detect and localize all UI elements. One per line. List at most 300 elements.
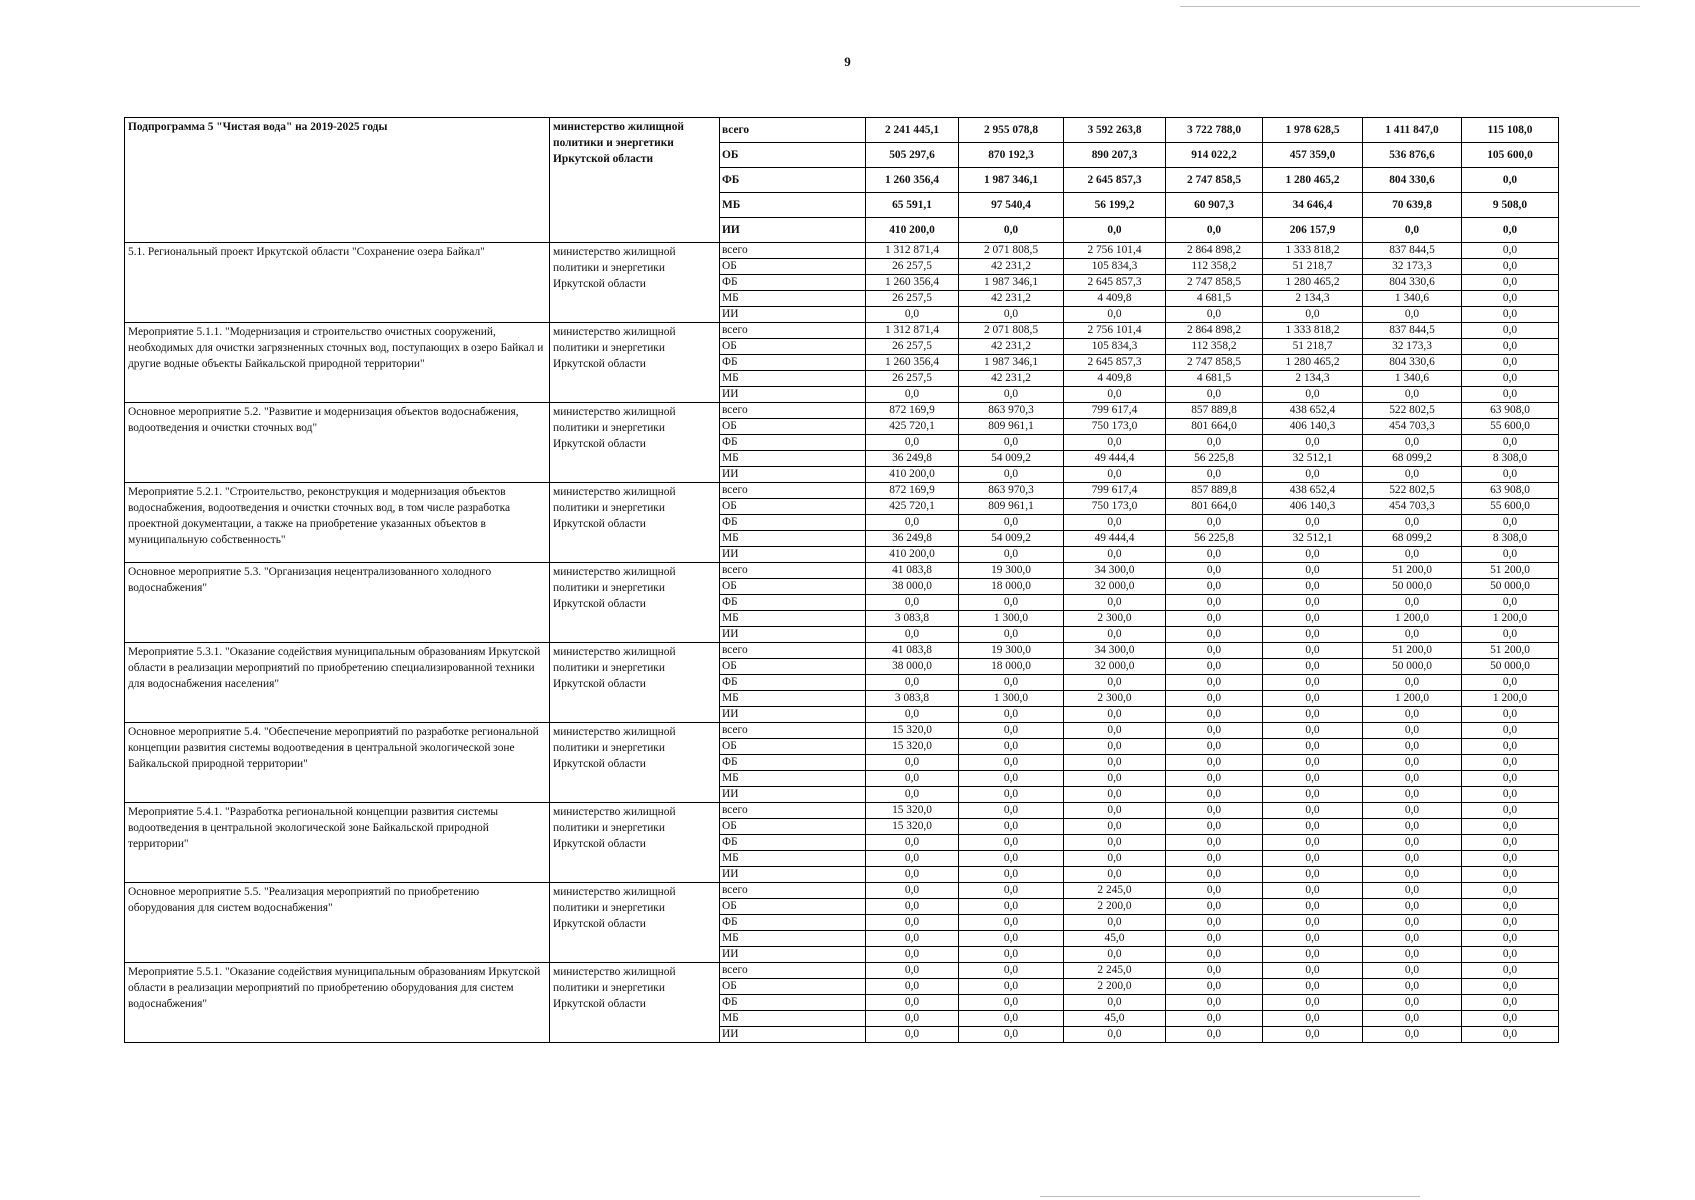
funding-amount-cell: 536 876,6 [1363, 143, 1462, 168]
funding-amount-cell: 0,0 [1263, 515, 1363, 531]
table-body [125, 118, 1559, 1043]
page-number: 9 [844, 54, 851, 69]
funding-amount-cell: 1 987 346,1 [959, 168, 1064, 193]
funding-amount-cell: 0,0 [959, 595, 1064, 611]
table-row [125, 403, 1559, 419]
funding-amount-cell: 0,0 [1363, 547, 1462, 563]
funding-amount-cell: 0,0 [866, 835, 959, 851]
program-item-name: Подпрограмма 5 "Чистая вода" на 2019-2025 годы [125, 118, 550, 243]
funding-amount-cell: 457 359,0 [1263, 143, 1363, 168]
funding-amount-cell: 1 987 346,1 [959, 275, 1064, 291]
funding-amount-cell: 505 297,6 [866, 143, 959, 168]
funding-amount-cell: 26 257,5 [866, 291, 959, 307]
funding-amount-cell: 0,0 [866, 851, 959, 867]
funding-source-label: ИИ [720, 867, 866, 883]
funding-amount-cell: 863 970,3 [959, 403, 1064, 419]
funding-amount-cell: 0,0 [1462, 867, 1559, 883]
funding-amount-cell: 38 000,0 [866, 659, 959, 675]
funding-amount-cell: 0,0 [866, 867, 959, 883]
funding-amount-cell: 26 257,5 [866, 339, 959, 355]
funding-amount-cell: 0,0 [1263, 307, 1363, 323]
funding-amount-cell: 0,0 [1263, 627, 1363, 643]
funding-amount-cell: 0,0 [866, 307, 959, 323]
funding-amount-cell: 112 358,2 [1166, 259, 1263, 275]
funding-source-label: ОБ [720, 143, 866, 168]
funding-amount-cell: 60 907,3 [1166, 193, 1263, 218]
funding-amount-cell: 804 330,6 [1363, 168, 1462, 193]
funding-amount-cell: 0,0 [1166, 963, 1263, 979]
funding-amount-cell: 32 173,3 [1363, 259, 1462, 275]
funding-amount-cell: 0,0 [1166, 643, 1263, 659]
funding-amount-cell: 0,0 [1064, 707, 1166, 723]
funding-amount-cell: 0,0 [866, 963, 959, 979]
funding-amount-cell: 55 600,0 [1462, 499, 1559, 515]
funding-amount-cell: 0,0 [1166, 1027, 1263, 1043]
funding-amount-cell: 1 987 346,1 [959, 355, 1064, 371]
funding-amount-cell: 0,0 [1263, 387, 1363, 403]
funding-amount-cell: 0,0 [1166, 579, 1263, 595]
funding-amount-cell: 410 200,0 [866, 547, 959, 563]
funding-amount-cell: 0,0 [1363, 963, 1462, 979]
funding-amount-cell: 32 000,0 [1064, 659, 1166, 675]
funding-amount-cell: 63 908,0 [1462, 403, 1559, 419]
funding-amount-cell: 1 280 465,2 [1263, 355, 1363, 371]
funding-amount-cell: 0,0 [1462, 947, 1559, 963]
funding-source-label: МБ [720, 771, 866, 787]
funding-amount-cell: 0,0 [1263, 771, 1363, 787]
funding-amount-cell: 0,0 [1166, 979, 1263, 995]
funding-table [124, 117, 1559, 1043]
funding-amount-cell: 0,0 [1462, 771, 1559, 787]
funding-amount-cell: 0,0 [1166, 707, 1263, 723]
funding-source-label: ФБ [720, 755, 866, 771]
funding-amount-cell: 0,0 [959, 819, 1064, 835]
funding-amount-cell: 0,0 [1462, 755, 1559, 771]
funding-amount-cell: 0,0 [959, 627, 1064, 643]
funding-amount-cell: 0,0 [1462, 723, 1559, 739]
funding-amount-cell: 45,0 [1064, 1011, 1166, 1027]
executor-name: министерство жилищной политики и энергетики Иркутской области [550, 883, 720, 963]
funding-amount-cell: 34 300,0 [1064, 563, 1166, 579]
funding-amount-cell: 1 280 465,2 [1263, 275, 1363, 291]
funding-amount-cell: 0,0 [1064, 1027, 1166, 1043]
funding-amount-cell: 0,0 [959, 675, 1064, 691]
funding-source-label: ИИ [720, 218, 866, 243]
funding-amount-cell: 0,0 [1462, 915, 1559, 931]
executor-name: министерство жилищной политики и энергетики Иркутской области [550, 803, 720, 883]
funding-amount-cell: 1 340,6 [1363, 291, 1462, 307]
funding-amount-cell: 2 747 858,5 [1166, 168, 1263, 193]
funding-amount-cell: 0,0 [959, 979, 1064, 995]
funding-amount-cell: 0,0 [1363, 1011, 1462, 1027]
funding-amount-cell: 1 340,6 [1363, 371, 1462, 387]
funding-amount-cell: 0,0 [1462, 707, 1559, 723]
funding-source-label: МБ [720, 451, 866, 467]
funding-amount-cell: 0,0 [1064, 387, 1166, 403]
funding-amount-cell: 0,0 [1462, 168, 1559, 193]
funding-amount-cell: 105 600,0 [1462, 143, 1559, 168]
funding-amount-cell: 0,0 [1263, 435, 1363, 451]
funding-amount-cell: 0,0 [959, 803, 1064, 819]
funding-amount-cell: 0,0 [1462, 243, 1559, 259]
funding-amount-cell: 0,0 [1363, 707, 1462, 723]
funding-amount-cell: 0,0 [1166, 467, 1263, 483]
funding-amount-cell: 0,0 [1462, 883, 1559, 899]
funding-amount-cell: 0,0 [1462, 819, 1559, 835]
funding-amount-cell: 2 645 857,3 [1064, 355, 1166, 371]
table-row [125, 643, 1559, 659]
funding-amount-cell: 2 200,0 [1064, 979, 1166, 995]
funding-amount-cell: 0,0 [1462, 1027, 1559, 1043]
funding-amount-cell: 0,0 [1363, 627, 1462, 643]
funding-amount-cell: 41 083,8 [866, 563, 959, 579]
funding-amount-cell: 1 260 356,4 [866, 168, 959, 193]
funding-amount-cell: 2 245,0 [1064, 883, 1166, 899]
table-row [125, 803, 1559, 819]
funding-amount-cell: 0,0 [1064, 627, 1166, 643]
funding-amount-cell: 0,0 [866, 1027, 959, 1043]
funding-amount-cell: 0,0 [959, 515, 1064, 531]
funding-amount-cell: 65 591,1 [866, 193, 959, 218]
funding-amount-cell: 0,0 [1363, 675, 1462, 691]
funding-source-label: МБ [720, 371, 866, 387]
funding-amount-cell: 0,0 [1363, 931, 1462, 947]
funding-amount-cell: 32 173,3 [1363, 339, 1462, 355]
funding-amount-cell: 0,0 [1462, 259, 1559, 275]
funding-amount-cell: 0,0 [1263, 963, 1363, 979]
funding-amount-cell: 914 022,2 [1166, 143, 1263, 168]
funding-amount-cell: 0,0 [959, 835, 1064, 851]
funding-amount-cell: 0,0 [1166, 803, 1263, 819]
funding-amount-cell: 0,0 [1462, 275, 1559, 291]
funding-amount-cell: 3 083,8 [866, 611, 959, 627]
funding-amount-cell: 0,0 [1263, 803, 1363, 819]
funding-amount-cell: 2 300,0 [1064, 611, 1166, 627]
funding-amount-cell: 4 409,8 [1064, 371, 1166, 387]
funding-amount-cell: 0,0 [866, 755, 959, 771]
funding-source-label: всего [720, 963, 866, 979]
funding-amount-cell: 0,0 [959, 915, 1064, 931]
funding-amount-cell: 0,0 [1166, 675, 1263, 691]
funding-amount-cell: 2 747 858,5 [1166, 355, 1263, 371]
funding-amount-cell: 3 592 263,8 [1064, 118, 1166, 143]
funding-amount-cell: 1 333 818,2 [1263, 243, 1363, 259]
funding-amount-cell: 9 508,0 [1462, 193, 1559, 218]
table-row [125, 563, 1559, 579]
funding-amount-cell: 42 231,2 [959, 371, 1064, 387]
funding-amount-cell: 801 664,0 [1166, 419, 1263, 435]
funding-amount-cell: 0,0 [1462, 931, 1559, 947]
funding-amount-cell: 105 834,3 [1064, 259, 1166, 275]
funding-amount-cell: 42 231,2 [959, 291, 1064, 307]
executor-name: министерство жилищной политики и энергетики Иркутской области [550, 963, 720, 1043]
funding-amount-cell: 0,0 [1263, 979, 1363, 995]
funding-amount-cell: 872 169,9 [866, 403, 959, 419]
funding-amount-cell: 2 245,0 [1064, 963, 1166, 979]
funding-source-label: ОБ [720, 499, 866, 515]
funding-amount-cell: 0,0 [959, 851, 1064, 867]
funding-amount-cell: 809 961,1 [959, 499, 1064, 515]
funding-amount-cell: 0,0 [1462, 339, 1559, 355]
funding-amount-cell: 0,0 [1462, 979, 1559, 995]
executor-name: министерство жилищной политики и энергетики Иркутской области [550, 118, 720, 243]
funding-amount-cell: 837 844,5 [1363, 323, 1462, 339]
funding-amount-cell: 206 157,9 [1263, 218, 1363, 243]
funding-amount-cell: 0,0 [1166, 739, 1263, 755]
funding-amount-cell: 0,0 [1263, 995, 1363, 1011]
funding-amount-cell: 45,0 [1064, 931, 1166, 947]
funding-amount-cell: 1 300,0 [959, 611, 1064, 627]
funding-amount-cell: 2 071 808,5 [959, 323, 1064, 339]
funding-amount-cell: 105 834,3 [1064, 339, 1166, 355]
funding-amount-cell: 406 140,3 [1263, 419, 1363, 435]
funding-amount-cell: 0,0 [1166, 307, 1263, 323]
funding-amount-cell: 15 320,0 [866, 819, 959, 835]
funding-amount-cell: 0,0 [1064, 947, 1166, 963]
funding-source-label: МБ [720, 931, 866, 947]
funding-source-label: всего [720, 323, 866, 339]
funding-amount-cell: 522 802,5 [1363, 403, 1462, 419]
scan-artifact-line [1040, 1196, 1420, 1197]
executor-name: министерство жилищной политики и энергетики Иркутской области [550, 243, 720, 323]
funding-amount-cell: 0,0 [1263, 819, 1363, 835]
funding-amount-cell: 0,0 [959, 755, 1064, 771]
funding-amount-cell: 56 199,2 [1064, 193, 1166, 218]
funding-amount-cell: 0,0 [1263, 675, 1363, 691]
funding-amount-cell: 0,0 [1363, 435, 1462, 451]
funding-amount-cell: 0,0 [1462, 547, 1559, 563]
funding-amount-cell: 0,0 [1064, 723, 1166, 739]
funding-amount-cell: 26 257,5 [866, 259, 959, 275]
funding-source-label: МБ [720, 291, 866, 307]
funding-amount-cell: 0,0 [1363, 995, 1462, 1011]
funding-amount-cell: 410 200,0 [866, 467, 959, 483]
funding-amount-cell: 0,0 [1166, 787, 1263, 803]
funding-amount-cell: 0,0 [1263, 883, 1363, 899]
funding-amount-cell: 0,0 [959, 963, 1064, 979]
funding-amount-cell: 0,0 [1462, 803, 1559, 819]
funding-source-label: ФБ [720, 675, 866, 691]
funding-amount-cell: 2 756 101,4 [1064, 243, 1166, 259]
funding-amount-cell: 0,0 [866, 979, 959, 995]
funding-amount-cell: 0,0 [1363, 835, 1462, 851]
funding-amount-cell: 112 358,2 [1166, 339, 1263, 355]
funding-amount-cell: 0,0 [866, 435, 959, 451]
funding-amount-cell: 0,0 [959, 307, 1064, 323]
funding-amount-cell: 32 000,0 [1064, 579, 1166, 595]
funding-amount-cell: 0,0 [1263, 563, 1363, 579]
funding-amount-cell: 115 108,0 [1462, 118, 1559, 143]
funding-amount-cell: 0,0 [1166, 835, 1263, 851]
funding-amount-cell: 2 645 857,3 [1064, 168, 1166, 193]
table-row [125, 883, 1559, 899]
funding-amount-cell: 54 009,2 [959, 451, 1064, 467]
funding-amount-cell: 0,0 [1462, 218, 1559, 243]
funding-source-label: ФБ [720, 595, 866, 611]
funding-amount-cell: 1 333 818,2 [1263, 323, 1363, 339]
funding-source-label: ФБ [720, 835, 866, 851]
funding-amount-cell: 0,0 [1263, 1011, 1363, 1027]
funding-amount-cell: 872 169,9 [866, 483, 959, 499]
funding-source-label: ОБ [720, 579, 866, 595]
funding-amount-cell: 51 200,0 [1363, 563, 1462, 579]
funding-amount-cell: 8 308,0 [1462, 451, 1559, 467]
funding-amount-cell: 0,0 [1462, 851, 1559, 867]
funding-source-label: ФБ [720, 275, 866, 291]
funding-amount-cell: 34 646,4 [1263, 193, 1363, 218]
funding-amount-cell: 0,0 [1064, 307, 1166, 323]
funding-amount-cell: 863 970,3 [959, 483, 1064, 499]
funding-amount-cell: 2 300,0 [1064, 691, 1166, 707]
funding-amount-cell: 0,0 [1363, 307, 1462, 323]
funding-amount-cell: 750 173,0 [1064, 499, 1166, 515]
funding-amount-cell: 0,0 [1064, 787, 1166, 803]
funding-amount-cell: 34 300,0 [1064, 643, 1166, 659]
funding-amount-cell: 38 000,0 [866, 579, 959, 595]
funding-amount-cell: 0,0 [866, 675, 959, 691]
funding-amount-cell: 0,0 [1166, 1011, 1263, 1027]
funding-amount-cell: 0,0 [1462, 627, 1559, 643]
funding-amount-cell: 406 140,3 [1263, 499, 1363, 515]
funding-amount-cell: 50 000,0 [1462, 659, 1559, 675]
funding-amount-cell: 41 083,8 [866, 643, 959, 659]
funding-amount-cell: 0,0 [1363, 915, 1462, 931]
funding-amount-cell: 0,0 [1263, 931, 1363, 947]
funding-amount-cell: 2 747 858,5 [1166, 275, 1263, 291]
funding-amount-cell: 3 722 788,0 [1166, 118, 1263, 143]
funding-amount-cell: 0,0 [1166, 218, 1263, 243]
funding-amount-cell: 0,0 [1363, 755, 1462, 771]
funding-amount-cell: 0,0 [1166, 627, 1263, 643]
funding-amount-cell: 51 200,0 [1462, 643, 1559, 659]
funding-amount-cell: 36 249,8 [866, 451, 959, 467]
funding-amount-cell: 0,0 [1263, 643, 1363, 659]
funding-amount-cell: 2 071 808,5 [959, 243, 1064, 259]
executor-name: министерство жилищной политики и энергетики Иркутской области [550, 723, 720, 803]
funding-source-label: ОБ [720, 339, 866, 355]
funding-amount-cell: 0,0 [959, 723, 1064, 739]
funding-source-label: МБ [720, 1011, 866, 1027]
funding-amount-cell: 1 200,0 [1363, 611, 1462, 627]
funding-amount-cell: 15 320,0 [866, 723, 959, 739]
funding-source-label: ФБ [720, 168, 866, 193]
funding-source-label: ИИ [720, 307, 866, 323]
funding-amount-cell: 2 134,3 [1263, 371, 1363, 387]
funding-amount-cell: 97 540,4 [959, 193, 1064, 218]
table-row [125, 723, 1559, 739]
funding-amount-cell: 4 681,5 [1166, 291, 1263, 307]
funding-amount-cell: 50 000,0 [1363, 579, 1462, 595]
funding-amount-cell: 0,0 [1263, 1027, 1363, 1043]
funding-amount-cell: 799 617,4 [1064, 403, 1166, 419]
funding-source-label: всего [720, 483, 866, 499]
funding-amount-cell: 0,0 [959, 467, 1064, 483]
funding-amount-cell: 68 099,2 [1363, 451, 1462, 467]
funding-amount-cell: 1 260 356,4 [866, 275, 959, 291]
funding-amount-cell: 0,0 [959, 218, 1064, 243]
funding-amount-cell: 0,0 [1166, 899, 1263, 915]
funding-amount-cell: 0,0 [1064, 819, 1166, 835]
funding-amount-cell: 0,0 [1263, 739, 1363, 755]
executor-name: министерство жилищной политики и энергетики Иркутской области [550, 403, 720, 483]
funding-amount-cell: 0,0 [1363, 387, 1462, 403]
funding-amount-cell: 0,0 [866, 387, 959, 403]
funding-amount-cell: 0,0 [1462, 595, 1559, 611]
funding-amount-cell: 837 844,5 [1363, 243, 1462, 259]
funding-source-label: ОБ [720, 819, 866, 835]
funding-amount-cell: 1 260 356,4 [866, 355, 959, 371]
executor-name: министерство жилищной политики и энергетики Иркутской области [550, 643, 720, 723]
funding-amount-cell: 4 681,5 [1166, 371, 1263, 387]
executor-name: министерство жилищной политики и энергетики Иркутской области [550, 323, 720, 403]
funding-amount-cell: 2 241 445,1 [866, 118, 959, 143]
funding-amount-cell: 0,0 [1263, 915, 1363, 931]
funding-amount-cell: 54 009,2 [959, 531, 1064, 547]
funding-amount-cell: 0,0 [1263, 547, 1363, 563]
funding-amount-cell: 0,0 [959, 1011, 1064, 1027]
funding-amount-cell: 0,0 [1064, 515, 1166, 531]
funding-amount-cell: 0,0 [1462, 963, 1559, 979]
funding-amount-cell: 4 409,8 [1064, 291, 1166, 307]
funding-source-label: ОБ [720, 659, 866, 675]
funding-amount-cell: 0,0 [1263, 611, 1363, 627]
program-item-name: Мероприятие 5.2.1. "Строительство, реконструкция и модернизация объектов водоснабжения, водоотведения и очистки сточных вод, в том числе разработка проектной документации, а также на приобретение указанных объектов в муниципальную собственность" [125, 483, 550, 563]
funding-amount-cell: 0,0 [1263, 787, 1363, 803]
funding-amount-cell: 0,0 [1263, 867, 1363, 883]
funding-amount-cell: 0,0 [959, 787, 1064, 803]
funding-amount-cell: 0,0 [1462, 835, 1559, 851]
funding-amount-cell: 1 312 871,4 [866, 243, 959, 259]
funding-amount-cell: 32 512,1 [1263, 451, 1363, 467]
funding-amount-cell: 0,0 [1166, 691, 1263, 707]
funding-amount-cell: 0,0 [1263, 467, 1363, 483]
funding-amount-cell: 15 320,0 [866, 739, 959, 755]
executor-name: министерство жилищной политики и энергетики Иркутской области [550, 563, 720, 643]
funding-amount-cell: 0,0 [959, 435, 1064, 451]
funding-amount-cell: 51 200,0 [1462, 563, 1559, 579]
funding-amount-cell: 0,0 [1166, 867, 1263, 883]
scan-artifact-line [1180, 6, 1640, 7]
funding-amount-cell: 0,0 [1462, 435, 1559, 451]
funding-amount-cell: 1 200,0 [1363, 691, 1462, 707]
funding-amount-cell: 0,0 [1363, 595, 1462, 611]
funding-amount-cell: 19 300,0 [959, 563, 1064, 579]
funding-amount-cell: 49 444,4 [1064, 451, 1166, 467]
funding-amount-cell: 0,0 [1166, 515, 1263, 531]
funding-amount-cell: 410 200,0 [866, 218, 959, 243]
funding-amount-cell: 0,0 [1462, 1011, 1559, 1027]
funding-source-label: всего [720, 243, 866, 259]
funding-amount-cell: 0,0 [1166, 595, 1263, 611]
funding-amount-cell: 32 512,1 [1263, 531, 1363, 547]
funding-amount-cell: 0,0 [1363, 787, 1462, 803]
funding-amount-cell: 18 000,0 [959, 659, 1064, 675]
funding-amount-cell: 0,0 [866, 627, 959, 643]
funding-amount-cell: 890 207,3 [1064, 143, 1166, 168]
funding-amount-cell: 0,0 [1064, 803, 1166, 819]
funding-amount-cell: 0,0 [1363, 803, 1462, 819]
funding-source-label: ИИ [720, 547, 866, 563]
funding-amount-cell: 50 000,0 [1462, 579, 1559, 595]
funding-amount-cell: 0,0 [1363, 867, 1462, 883]
funding-amount-cell: 0,0 [866, 931, 959, 947]
funding-amount-cell: 1 312 871,4 [866, 323, 959, 339]
funding-amount-cell: 0,0 [1363, 218, 1462, 243]
funding-amount-cell: 0,0 [1462, 467, 1559, 483]
funding-amount-cell: 857 889,8 [1166, 403, 1263, 419]
funding-source-label: ИИ [720, 387, 866, 403]
funding-amount-cell: 454 703,3 [1363, 499, 1462, 515]
